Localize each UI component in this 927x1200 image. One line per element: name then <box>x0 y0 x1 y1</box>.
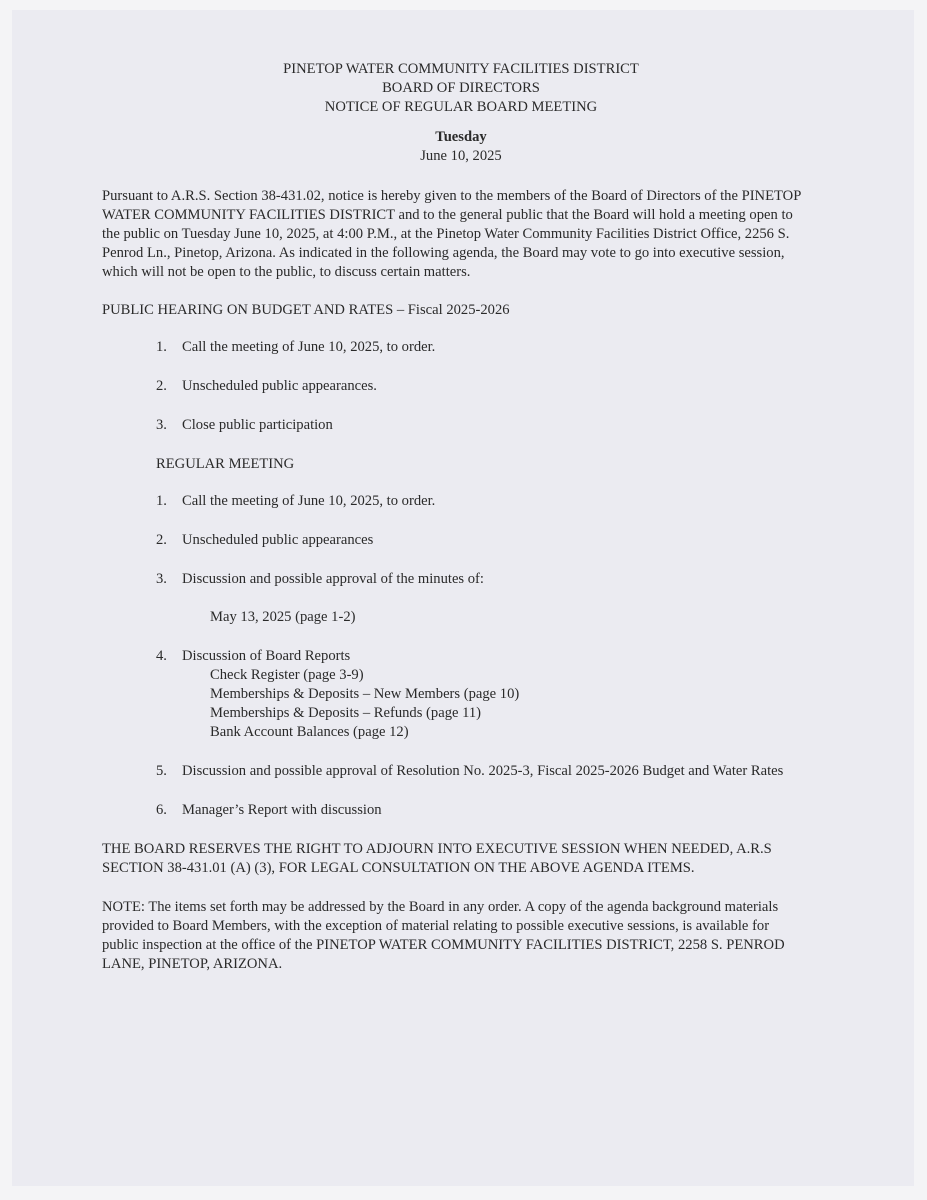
regular-meeting-list <box>102 492 802 820</box>
minutes-date: May 13, 2025 (page 1-2) <box>210 609 356 625</box>
list-item <box>102 416 802 435</box>
report-refunds: Memberships & Deposits – Refunds (page 11) <box>210 705 482 721</box>
item-number: 5. <box>156 763 167 779</box>
item-text: Unscheduled public appearances. <box>182 378 377 394</box>
meeting-day: Tuesday <box>435 129 487 145</box>
item-text: Call the meeting of June 10, 2025, to order. <box>182 339 436 355</box>
item-number: 1. <box>156 493 167 509</box>
report-new-members: Memberships & Deposits – New Members (page 10) <box>210 686 520 702</box>
public-hearing-title: PUBLIC HEARING ON BUDGET AND RATES – Fiscal 2025-2026 <box>102 302 510 318</box>
report-bank-balances: Bank Account Balances (page 12) <box>210 724 409 740</box>
item-text: Close public participation <box>182 417 333 433</box>
intro-paragraph: Pursuant to A.R.S. Section 38-431.02, notice is hereby given to the members of the Board of Directors of the PINETOP WATER COMMUNITY FACILITIES DISTRICT and to the general public that the Board will hold a meeting open to the public on Tuesday June 10, 2025, at 4:00 P.M., at the Pinetop Water Community Facilities District Office, 2256 S. Penrod Ln., Pinetop, Arizona. As indicated in the following agenda, the Board may vote to go into executive session, which will not be open to the public, to discuss certain matters. <box>102 188 801 280</box>
meeting-date: June 10, 2025 <box>420 148 502 164</box>
report-check-register: Check Register (page 3-9) <box>210 667 364 683</box>
item-text: Unscheduled public appearances <box>182 532 374 548</box>
item-text: Manager’s Report with discussion <box>182 802 382 818</box>
document-header <box>120 60 802 166</box>
item-text: Call the meeting of June 10, 2025, to order. <box>182 493 436 509</box>
item-number: 1. <box>156 339 167 355</box>
item-text: Discussion and possible approval of Resolution No. 2025-3, Fiscal 2025-2026 Budget and Water Rates <box>182 763 784 779</box>
list-item <box>102 801 802 820</box>
public-hearing-list <box>102 338 802 435</box>
list-item <box>102 570 802 627</box>
document-body <box>102 60 802 974</box>
item-number: 3. <box>156 417 167 433</box>
board-name: BOARD OF DIRECTORS <box>382 80 540 96</box>
item-number: 2. <box>156 378 167 394</box>
list-item <box>102 338 802 357</box>
list-item <box>102 647 802 742</box>
notice-title: NOTICE OF REGULAR BOARD MEETING <box>324 99 598 115</box>
district-name: PINETOP WATER COMMUNITY FACILITIES DISTRICT <box>283 61 639 77</box>
item-number: 4. <box>156 648 167 664</box>
note-paragraph: NOTE: The items set forth may be addressed by the Board in any order. A copy of the agenda background materials provided to Board Members, with the exception of material relating to possible executive sessions, is available for public inspection at the office of the PINETOP WATER COMMUNITY FACILITIES DISTRICT, 2258 S. PENROD LANE, PINETOP, ARIZONA. <box>102 899 785 972</box>
document-page <box>12 10 914 1186</box>
list-item <box>102 492 802 511</box>
item-number: 2. <box>156 532 167 548</box>
item-number: 3. <box>156 571 167 587</box>
item-text: Discussion of Board Reports <box>182 648 351 664</box>
list-item <box>102 762 802 781</box>
regular-meeting-title: REGULAR MEETING <box>156 456 295 472</box>
item-number: 6. <box>156 802 167 818</box>
executive-session-notice: THE BOARD RESERVES THE RIGHT TO ADJOURN INTO EXECUTIVE SESSION WHEN NEEDED, A.R.S SECTION 38-431.01 (A) (3), FOR LEGAL CONSULTATION ON THE ABOVE AGENDA ITEMS. <box>102 841 772 876</box>
item-text: Discussion and possible approval of the minutes of: <box>182 571 484 587</box>
list-item <box>102 531 802 550</box>
list-item <box>102 377 802 396</box>
